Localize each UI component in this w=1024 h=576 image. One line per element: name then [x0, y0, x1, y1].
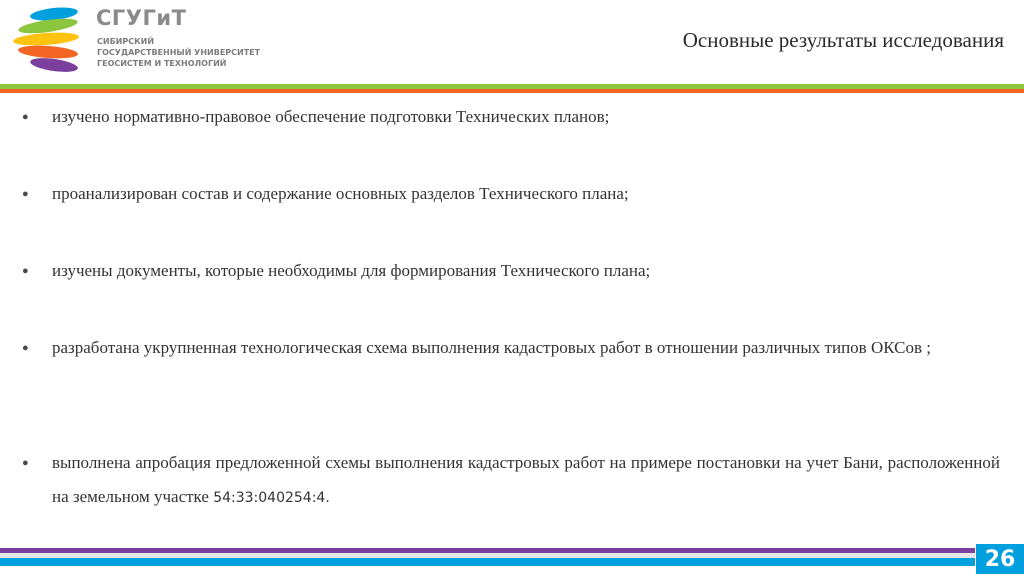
list-item [22, 331, 1000, 365]
university-name: СГУГиТ [96, 6, 187, 30]
list-item [22, 177, 1000, 211]
list-item [22, 254, 1000, 288]
list-item-text: разработана укрупненная технологическая схема выполнения кадастровых работ в отношении различных типов ОКСов ; [52, 338, 931, 357]
bullet-icon: ● [22, 265, 29, 277]
footer-divider-blue [0, 558, 975, 566]
header-divider-orange [0, 89, 1024, 93]
bullet-icon: ● [22, 188, 29, 200]
bullet-icon: ● [22, 457, 29, 469]
slide-title: Основные результаты исследования [682, 28, 1004, 52]
bullet-icon: ● [22, 111, 29, 123]
university-logo-icon [10, 4, 88, 76]
university-line-3: ГЕОСИСТЕМ И ТЕХНОЛОГИЙ [97, 59, 227, 68]
list-item-text: проанализирован состав и содержание основных разделов Технического плана; [52, 184, 629, 203]
page-number: 26 [976, 544, 1024, 574]
list-item-text: изучено нормативно-правовое обеспечение подготовки Технических планов; [52, 107, 610, 126]
list-item-text: изучены документы, которые необходимы для формирования Технического плана; [52, 261, 651, 280]
bullet-icon: ● [22, 342, 29, 354]
list-item-text-main: выполнена апробация предложенной схемы выполнения кадастровых работ на примере постановки на учет Бани, расположенной на земельном участке [52, 453, 1000, 506]
university-line-1: СИБИРСКИЙ [97, 37, 155, 46]
cadastral-number: 54:33:040254:4. [213, 490, 330, 506]
university-line-2: ГОСУДАРСТВЕННЫЙ УНИВЕРСИТЕТ [97, 48, 261, 57]
university-full-name [97, 36, 260, 69]
list-item-text [52, 446, 1000, 515]
list-item [22, 446, 1000, 515]
slide-header [0, 0, 1024, 84]
list-item [22, 100, 1000, 134]
